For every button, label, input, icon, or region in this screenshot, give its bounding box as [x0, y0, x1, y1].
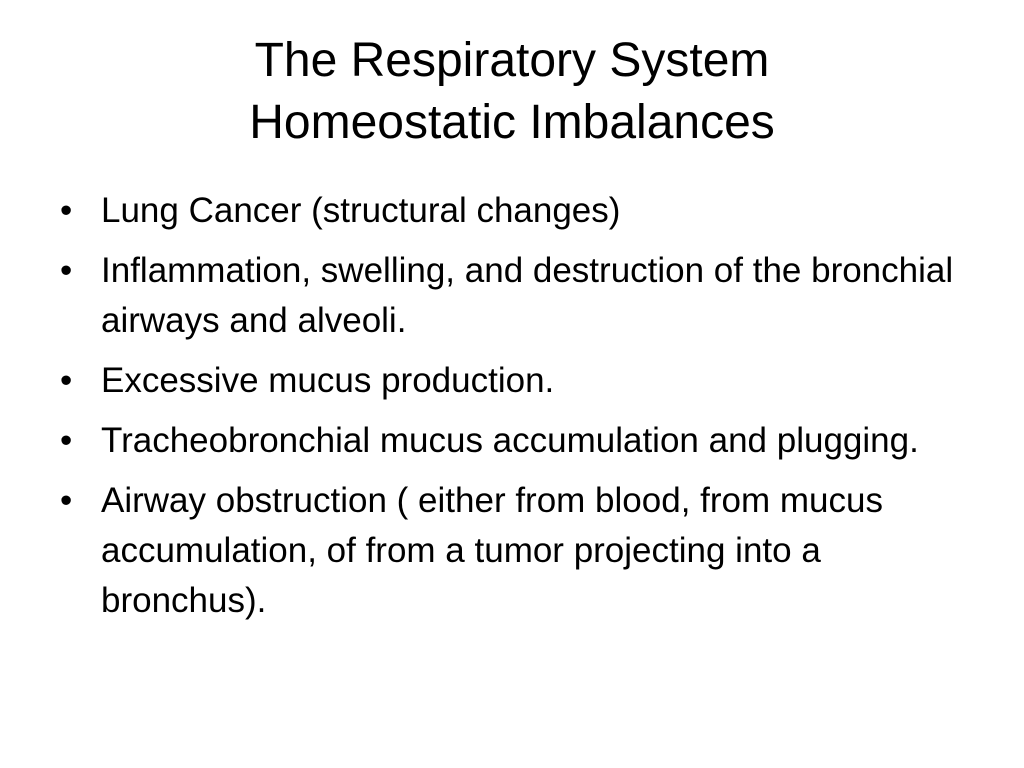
bullet-item: • Airway obstruction ( either from blood, from mucus accumulation, of from a tumor projecting into a bronchus). — [56, 476, 986, 626]
bullet-item: • Lung Cancer (structural changes) — [56, 186, 986, 236]
title-line-2: Homeostatic Imbalances — [249, 96, 775, 149]
bullet-item: • Inflammation, swelling, and destruction of the bronchial airways and alveoli. — [56, 246, 986, 346]
bullet-list — [56, 186, 986, 636]
title-line-1: The Respiratory System — [254, 34, 770, 87]
bullet-item: • Tracheobronchial mucus accumulation and plugging. — [56, 416, 986, 466]
slide-title — [0, 30, 1024, 154]
bullet-item: • Excessive mucus production. — [56, 356, 986, 406]
